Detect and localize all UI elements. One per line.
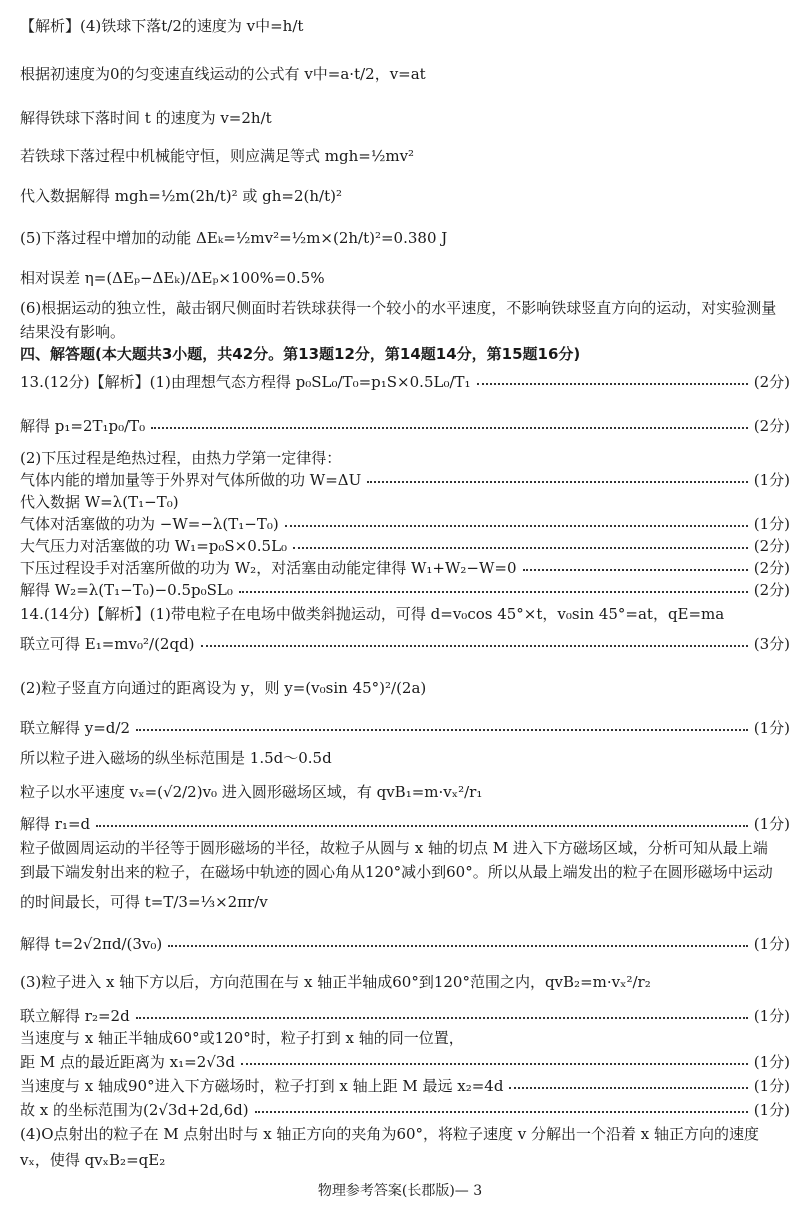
leader-dots	[136, 1017, 748, 1019]
q14-points: (1分)	[753, 935, 790, 953]
q13-row-5: 代入数据 W=λ(T₁−T₀)	[20, 493, 179, 511]
q13-points: (1分)	[753, 515, 790, 533]
analysis-line-3: 解得铁球下落时间 t 的速度为 v=2h/t	[20, 109, 272, 127]
leader-dots	[96, 825, 748, 827]
q14-text: 故 x 的坐标范围为(2√3d+2d,6d)	[20, 1101, 249, 1119]
q14-row-11	[20, 934, 790, 954]
leader-dots	[509, 1087, 747, 1089]
q14-row-5: 所以粒子进入磁场的纵坐标范围是 1.5d～0.5d	[20, 749, 332, 767]
q14-row-15	[20, 1052, 790, 1072]
q14-row-1: 14.(14分)【解析】(1)带电粒子在电场中做类斜抛运动，可得 d=v₀cos 45°×t，v₀sin 45°=at，qE=ma	[20, 605, 725, 623]
q14-row-2	[20, 634, 790, 654]
q14-row-17	[20, 1100, 790, 1120]
q14-points: (1分)	[753, 1007, 790, 1025]
analysis-line-6: (5)下落过程中增加的动能 ΔEₖ=½mv²=½m×(2h/t)²=0.380 J	[20, 229, 448, 247]
q14-row-3: (2)粒子竖直方向通过的距离设为 y，则 y=(v₀sin 45°)²/(2a)	[20, 679, 427, 697]
q14-text: 联立解得 y=d/2	[20, 719, 131, 737]
leader-dots	[367, 481, 748, 483]
q13-text: 下压过程设手对活塞所做的功为 W₂，对活塞由动能定律得 W₁+W₂−W=0	[20, 559, 517, 577]
q14-text: 解得 t=2√2πd/(3v₀)	[20, 935, 163, 953]
q13-text: 13.(12分)【解析】(1)由理想气态方程得 p₀SL₀/T₀=p₁S×0.5L₀/T₁	[20, 373, 471, 391]
q14-points: (1分)	[753, 1077, 790, 1095]
q14-points: (3分)	[753, 635, 790, 653]
analysis-line-4: 若铁球下落过程中机械能守恒，则应满足等式 mgh=½mv²	[20, 147, 415, 165]
leader-dots	[239, 591, 748, 593]
leader-dots	[477, 383, 748, 385]
q14-text: 解得 r₁=d	[20, 815, 91, 833]
analysis-line-9: 结果没有影响。	[20, 323, 126, 341]
q14-row-6: 粒子以水平速度 vₓ=(√2/2)v₀ 进入圆形磁场区域，有 qvB₁=m·vₓ²/r₁	[20, 783, 483, 801]
leader-dots	[151, 427, 748, 429]
q13-points: (2分)	[753, 373, 790, 391]
q13-row-7	[20, 536, 790, 556]
leader-dots	[168, 945, 747, 947]
q14-text: 联立可得 E₁=mv₀²/(2qd)	[20, 635, 195, 653]
q13-row-1	[20, 372, 790, 392]
q14-points: (1分)	[753, 815, 790, 833]
leader-dots	[255, 1111, 748, 1113]
q14-points: (1分)	[753, 1053, 790, 1071]
leader-dots	[136, 729, 748, 731]
q13-row-2	[20, 416, 790, 436]
q13-text: 气体对活塞做的功为 −W=−λ(T₁−T₀)	[20, 515, 279, 533]
leader-dots	[241, 1063, 748, 1065]
q14-text: 联立解得 r₂=2d	[20, 1007, 130, 1025]
q14-row-9: 到最下端发射出来的粒子，在磁场中轨迹的圆心角从120°减小到60°。所以从最上端发出的粒子在圆形磁场中运动	[20, 863, 773, 881]
analysis-line-8: (6)根据运动的独立性，敲击钢尺侧面时若铁球获得一个较小的水平速度，不影响铁球竖直方向的运动，对实验测量	[20, 299, 777, 317]
q14-row-13	[20, 1006, 790, 1026]
q14-row-7	[20, 814, 790, 834]
q14-row-16	[20, 1076, 790, 1096]
q13-row-8	[20, 558, 790, 578]
q14-row-8: 粒子做圆周运动的半径等于圆形磁场的半径，故粒子从圆与 x 轴的切点 M 进入下方磁场区域，分析可知从最上端	[20, 839, 768, 857]
q13-row-3: (2)下压过程是绝热过程，由热力学第一定律得：	[20, 449, 342, 467]
page-footer: 物理参考答案(长郡版)— 3	[317, 1183, 483, 1199]
q13-row-4	[20, 470, 790, 490]
leader-dots	[201, 645, 748, 647]
q14-row-19: vₓ，使得 qvₓB₂=qE₂	[20, 1151, 166, 1169]
q14-points: (1分)	[753, 719, 790, 737]
q14-row-12: (3)粒子进入 x 轴下方以后，方向范围在与 x 轴正半轴成60°到120°范围之内，qvB₂=m·vₓ²/r₂	[20, 973, 651, 991]
q13-points: (2分)	[753, 581, 790, 599]
q13-text: 解得 W₂=λ(T₁−T₀)−0.5p₀SL₀	[20, 581, 233, 599]
leader-dots	[293, 547, 748, 549]
q14-row-10: 的时间最长，可得 t=T/3=⅓×2πr/v	[20, 893, 268, 911]
q13-text: 气体内能的增加量等于外界对气体所做的功 W=ΔU	[20, 471, 362, 489]
q14-text: 距 M 点的最近距离为 x₁=2√3d	[20, 1053, 235, 1071]
leader-dots	[523, 569, 748, 571]
q13-row-9	[20, 580, 790, 600]
q14-row-4	[20, 718, 790, 738]
q13-points: (1分)	[753, 471, 790, 489]
section-heading: 四、解答题(本大题共3小题，共42分。第13题12分，第14题14分，第15题16分)	[20, 345, 581, 363]
leader-dots	[285, 525, 748, 527]
analysis-line-5: 代入数据解得 mgh=½m(2h/t)² 或 gh=2(h/t)²	[20, 187, 342, 205]
q14-row-18: (4)O点射出的粒子在 M 点射出时与 x 轴正方向的夹角为60°，将粒子速度 v 分解出一个沿着 x 轴正方向的速度	[20, 1125, 760, 1143]
q14-points: (1分)	[753, 1101, 790, 1119]
analysis-line-1: 【解析】(4)铁球下落t/2的速度为 v中=h/t	[20, 17, 304, 35]
analysis-line-7: 相对误差 η=(ΔEₚ−ΔEₖ)/ΔEₚ×100%=0.5%	[20, 269, 325, 287]
q14-text: 当速度与 x 轴成90°进入下方磁场时，粒子打到 x 轴上距 M 最远 x₂=4d	[20, 1077, 504, 1095]
q14-row-14: 当速度与 x 轴正半轴成60°或120°时，粒子打到 x 轴的同一位置，	[20, 1029, 464, 1047]
q13-text: 大气压力对活塞做的功 W₁=p₀S×0.5L₀	[20, 537, 288, 555]
analysis-line-2: 根据初速度为0的匀变速直线运动的公式有 v中=a·t/2，v=at	[20, 65, 426, 83]
q13-points: (2分)	[753, 559, 790, 577]
q13-points: (2分)	[753, 537, 790, 555]
q13-points: (2分)	[753, 417, 790, 435]
q13-text: 解得 p₁=2T₁p₀/T₀	[20, 417, 146, 435]
q13-row-6	[20, 514, 790, 534]
